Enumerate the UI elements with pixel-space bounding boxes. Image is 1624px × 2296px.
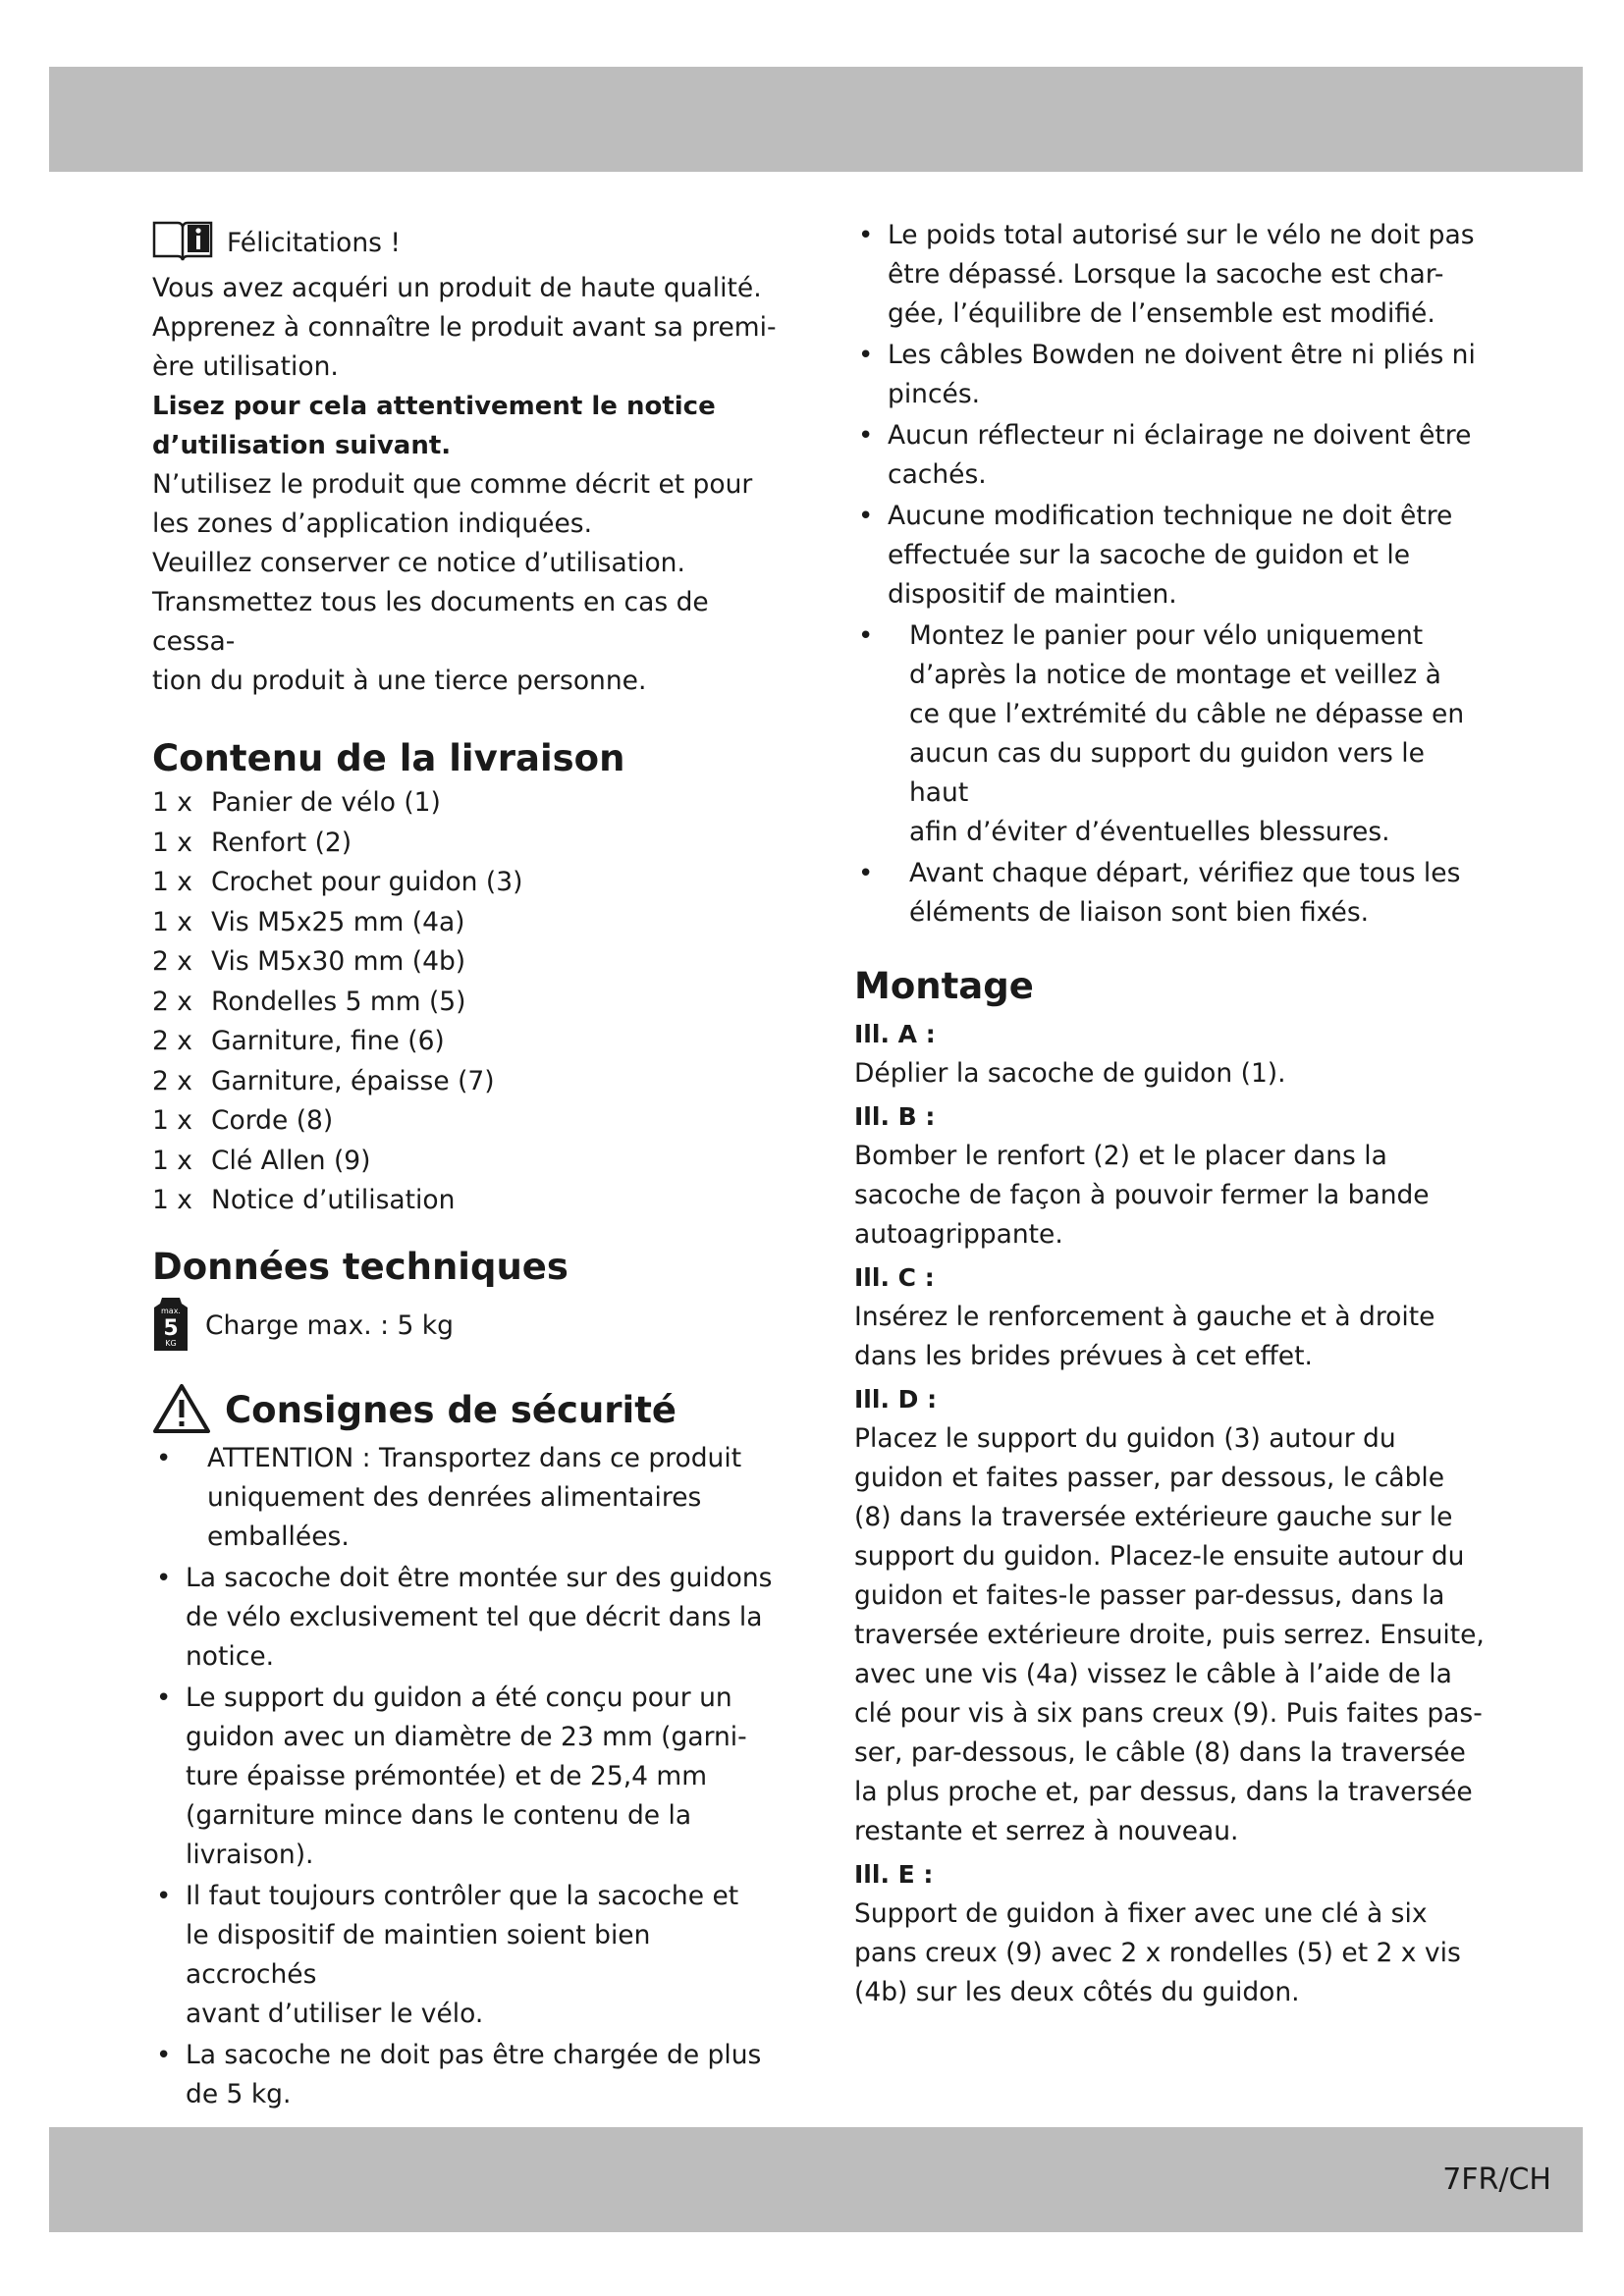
contents-label: Notice d’utilisation bbox=[211, 1185, 456, 1215]
safety-title-row bbox=[152, 1382, 781, 1439]
safety-line: emballées. bbox=[207, 1521, 350, 1552]
bullet-dot: • bbox=[858, 502, 874, 531]
contents-item bbox=[152, 983, 781, 1023]
montage-step-line: ser, par-dessous, le câble (8) dans la traversée bbox=[854, 1737, 1466, 1768]
info-book-icon bbox=[152, 219, 213, 266]
contents-label: Garniture, fine (6) bbox=[211, 1026, 445, 1056]
contents-heading: Contenu de la livraison bbox=[152, 737, 625, 779]
montage-step-line: dans les brides prévues à cet effet. bbox=[854, 1341, 1313, 1371]
contents-item bbox=[152, 1181, 781, 1221]
warning-triangle-icon bbox=[152, 1382, 211, 1439]
safety-line: avant d’utiliser le vélo. bbox=[186, 1998, 484, 2029]
safety-line: de vélo exclusivement tel que décrit dans la bbox=[186, 1601, 763, 1632]
contents-label: Corde (8) bbox=[211, 1105, 334, 1136]
safety-line: être dépassé. Lorsque la sacoche est char- bbox=[888, 259, 1444, 290]
tech-row bbox=[152, 1292, 781, 1361]
safety-line: Montez le panier pour vélo uniquement bbox=[909, 620, 1424, 651]
bullet-dot: • bbox=[858, 341, 874, 370]
intro-bold-line: Lisez pour cela attentivement le notice bbox=[152, 392, 716, 421]
safety-item bbox=[152, 1679, 781, 1875]
safety-line: effectuée sur la sacoche de guidon et le bbox=[888, 540, 1411, 570]
intro-line: Apprenez à connaître le produit avant sa premi- bbox=[152, 312, 777, 343]
page-number: 7FR/CH bbox=[1442, 2163, 1551, 2197]
contents-label: Vis M5x25 mm (4a) bbox=[211, 906, 465, 937]
footer-band bbox=[49, 2127, 1583, 2232]
contents-qty: 1 x bbox=[152, 827, 192, 858]
montage-step-line: support du guidon. Placez-le ensuite autour du bbox=[854, 1541, 1465, 1572]
safety-line: de 5 kg. bbox=[186, 2078, 292, 2109]
montage-step-line: clé pour vis à six pans creux (9). Puis faites pas- bbox=[854, 1698, 1483, 1729]
montage-step-line: (8) dans la traversée extérieure gauche sur le bbox=[854, 1502, 1453, 1532]
bullet-dot: • bbox=[858, 859, 874, 888]
bullet-dot: • bbox=[156, 1563, 172, 1593]
safety-line: cachés. bbox=[888, 459, 987, 490]
montage-step-label: Ill. B : bbox=[854, 1102, 936, 1131]
contents-label: Garniture, épaisse (7) bbox=[211, 1065, 495, 1096]
bullet-dot: • bbox=[156, 1682, 172, 1713]
contents-item bbox=[152, 783, 781, 824]
safety-item bbox=[152, 1439, 781, 1557]
contents-qty: 2 x bbox=[152, 1065, 192, 1096]
intro-line: Transmettez tous les documents en cas de cessa- bbox=[152, 587, 709, 657]
montage-step-line: restante et serrez à nouveau. bbox=[854, 1816, 1239, 1846]
montage-step-line: la plus proche et, par dessus, dans la traversée bbox=[854, 1777, 1473, 1807]
montage-step-line: Placez le support du guidon (3) autour du bbox=[854, 1423, 1396, 1454]
safety-line: Aucune modification technique ne doit être bbox=[888, 501, 1453, 531]
safety-line: afin d’éviter d’éventuelles blessures. bbox=[909, 817, 1390, 847]
contents-label: Panier de vélo (1) bbox=[211, 787, 441, 818]
safety-line: Le support du guidon a été conçu pour un bbox=[186, 1682, 732, 1713]
safety-line: aucun cas du support du guidon vers le haut bbox=[909, 738, 1425, 808]
safety-item bbox=[854, 416, 1488, 495]
safety-line: Avant chaque départ, vérifiez que tous les bbox=[909, 858, 1461, 888]
intro-line: Vous avez acquéri un produit de haute qualité. bbox=[152, 273, 762, 303]
montage-step-line: autoagrippante. bbox=[854, 1219, 1063, 1250]
contents-qty: 2 x bbox=[152, 1026, 192, 1056]
left-column bbox=[152, 216, 781, 2116]
contents-qty: 1 x bbox=[152, 1145, 192, 1176]
safety-item bbox=[152, 2036, 781, 2114]
safety-item bbox=[854, 616, 1488, 852]
safety-list-right bbox=[854, 216, 1488, 933]
weight-icon-top: max. bbox=[161, 1306, 181, 1315]
safety-heading: Consignes de sécurité bbox=[225, 1388, 677, 1431]
contents-qty: 1 x bbox=[152, 906, 192, 937]
contents-label: Clé Allen (9) bbox=[211, 1145, 371, 1176]
header-band bbox=[49, 67, 1583, 172]
intro-line: Veuillez conserver ce notice d’utilisation. bbox=[152, 548, 685, 578]
montage-steps bbox=[854, 1015, 1488, 2012]
contents-label: Crochet pour guidon (3) bbox=[211, 867, 523, 897]
contents-label: Rondelles 5 mm (5) bbox=[211, 986, 466, 1017]
contents-label: Vis M5x30 mm (4b) bbox=[211, 946, 466, 977]
safety-list-left bbox=[152, 1439, 781, 2114]
montage-step-line: traversée extérieure droite, puis serrez. Ensuite, bbox=[854, 1620, 1485, 1650]
montage-step-line: pans creux (9) avec 2 x rondelles (5) et 2 x vis bbox=[854, 1938, 1461, 1968]
safety-line: livraison). bbox=[186, 1839, 314, 1870]
contents-item bbox=[152, 863, 781, 903]
contents-qty: 1 x bbox=[152, 1185, 192, 1215]
safety-item bbox=[854, 336, 1488, 414]
right-column bbox=[854, 216, 1488, 2012]
safety-line: le dispositif de maintien soient bien accrochés bbox=[186, 1919, 651, 1990]
safety-line: notice. bbox=[186, 1640, 275, 1672]
intro-line: les zones d’application indiquées. bbox=[152, 508, 592, 539]
montage-step-label: Ill. E : bbox=[854, 1860, 934, 1889]
safety-line: uniquement des denrées alimentaires bbox=[207, 1481, 702, 1513]
safety-line: Aucun réflecteur ni éclairage ne doivent être bbox=[888, 420, 1472, 451]
bullet-dot: • bbox=[858, 421, 874, 451]
bullet-dot: • bbox=[858, 221, 874, 250]
montage-step-line: (4b) sur les deux côtés du guidon. bbox=[854, 1977, 1300, 2007]
montage-step-line: guidon et faites-le passer par-dessus, dans la bbox=[854, 1580, 1445, 1611]
montage-step-line: avec une vis (4a) vissez le câble à l’aide de la bbox=[854, 1659, 1452, 1689]
intro-bold-line: d’utilisation suivant. bbox=[152, 431, 452, 460]
charge-max: Charge max. : 5 kg bbox=[205, 1309, 454, 1341]
intro-title: Félicitations ! bbox=[227, 227, 401, 258]
safety-line: (garniture mince dans le contenu de la bbox=[186, 1799, 692, 1831]
safety-line: Il faut toujours contrôler que la sacoche et bbox=[186, 1880, 739, 1911]
safety-item bbox=[854, 216, 1488, 334]
contents-item bbox=[152, 824, 781, 864]
contents-list bbox=[152, 783, 781, 1221]
contents-item bbox=[152, 903, 781, 943]
safety-line: dispositif de maintien. bbox=[888, 579, 1177, 610]
safety-line: gée, l’équilibre de l’ensemble est modifié. bbox=[888, 298, 1435, 329]
safety-line: La sacoche doit être montée sur des guidons bbox=[186, 1562, 773, 1593]
montage-step-line: guidon et faites passer, par dessous, le câble bbox=[854, 1463, 1445, 1493]
safety-line: éléments de liaison sont bien fixés. bbox=[909, 897, 1370, 928]
safety-line: Le poids total autorisé sur le vélo ne doit pas bbox=[888, 220, 1475, 250]
contents-item bbox=[152, 1142, 781, 1182]
intro-title-row bbox=[152, 216, 781, 269]
safety-line: ce que l’extrémité du câble ne dépasse en bbox=[909, 699, 1465, 729]
contents-item bbox=[152, 1101, 781, 1142]
montage-step-label: Ill. C : bbox=[854, 1263, 935, 1292]
montage-step-line: Support de guidon à fixer avec une clé à six bbox=[854, 1898, 1428, 1929]
montage-step-line: Bomber le renfort (2) et le placer dans la bbox=[854, 1141, 1387, 1171]
safety-line: guidon avec un diamètre de 23 mm (garni- bbox=[186, 1721, 747, 1752]
weight-icon-num: 5 bbox=[163, 1315, 179, 1341]
contents-qty: 1 x bbox=[152, 787, 192, 818]
weight-icon bbox=[152, 1294, 189, 1359]
bullet-dot: • bbox=[156, 1443, 172, 1473]
contents-item bbox=[152, 1022, 781, 1062]
safety-line: d’après la notice de montage et veillez à bbox=[909, 660, 1441, 690]
safety-item bbox=[152, 1559, 781, 1677]
intro-line: ère utilisation. bbox=[152, 351, 339, 382]
bullet-dot: • bbox=[858, 621, 874, 651]
contents-item bbox=[152, 1062, 781, 1102]
contents-qty: 2 x bbox=[152, 946, 192, 977]
montage-step-label: Ill. A : bbox=[854, 1020, 936, 1048]
montage-heading: Montage bbox=[854, 965, 1034, 1007]
montage-step-line: sacoche de façon à pouvoir fermer la bande bbox=[854, 1180, 1430, 1210]
intro-line: tion du produit à une tierce personne. bbox=[152, 666, 647, 696]
bullet-dot: • bbox=[156, 1881, 172, 1911]
safety-line: ture épaisse prémontée) et de 25,4 mm bbox=[186, 1760, 708, 1791]
contents-label: Renfort (2) bbox=[211, 827, 352, 858]
bullet-dot: • bbox=[156, 2040, 172, 2070]
safety-item bbox=[854, 497, 1488, 614]
safety-line: ATTENTION : Transportez dans ce produit bbox=[207, 1442, 742, 1473]
montage-step-line: Insérez le renforcement à gauche et à droite bbox=[854, 1302, 1435, 1332]
contents-qty: 2 x bbox=[152, 986, 192, 1017]
weight-icon-unit: KG bbox=[165, 1338, 177, 1348]
montage-step-label: Ill. D : bbox=[854, 1385, 938, 1414]
contents-qty: 1 x bbox=[152, 867, 192, 897]
contents-item bbox=[152, 942, 781, 983]
contents-qty: 1 x bbox=[152, 1105, 192, 1136]
montage-step-line: Déplier la sacoche de guidon (1). bbox=[854, 1058, 1286, 1089]
safety-line: La sacoche ne doit pas être chargée de plus bbox=[186, 2039, 762, 2070]
safety-line: pincés. bbox=[888, 379, 981, 409]
intro-line: N’utilisez le produit que comme décrit et pour bbox=[152, 469, 753, 500]
safety-item bbox=[152, 1877, 781, 2034]
tech-heading: Données techniques bbox=[152, 1245, 568, 1288]
safety-line: Les câbles Bowden ne doivent être ni pliés ni bbox=[888, 340, 1476, 370]
safety-item bbox=[854, 854, 1488, 933]
